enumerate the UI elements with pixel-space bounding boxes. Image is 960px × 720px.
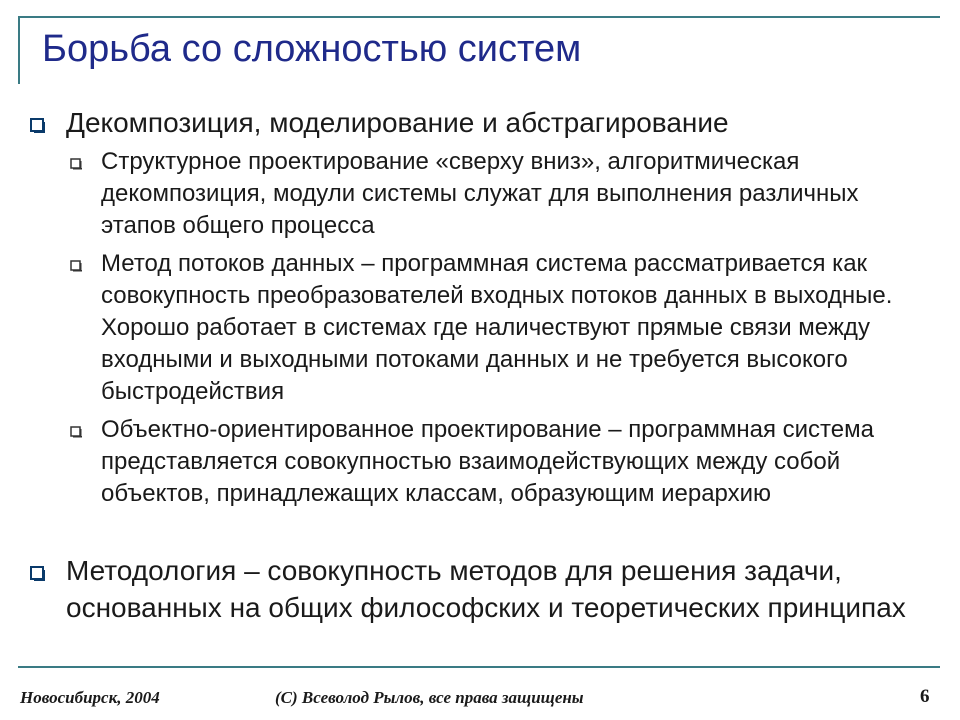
small-square-bullet-icon (70, 158, 84, 170)
square-bullet-icon (30, 118, 48, 134)
page-number: 6 (920, 686, 930, 707)
bullet-text-oop: Объектно-ориентированное проектирование – программная система представляется совокупностью взаимодействующих между собой объектов, принадлежащих классам, образующим иерархию (101, 416, 874, 507)
small-square-bullet-icon (70, 426, 84, 438)
bullet-text-structural-design: Структурное проектирование «сверху вниз», алгоритмическая декомпозиция, модули системы служат для выполнения различных этапов общего процесса (101, 148, 859, 239)
footer-divider (18, 666, 940, 668)
bullet-text-decomposition: Декомпозиция, моделирование и абстрагирование (66, 107, 729, 138)
small-square-bullet-icon (70, 260, 84, 272)
bullet-text-data-flow: Метод потоков данных – программная система рассматривается как совокупность преобразователей входных потоков данных в выходные. Хорошо работает в системах где наличествуют прямые связи между входными и выходными потоками данных и не требуется высокого быстродействия (101, 250, 893, 405)
bullet-text-methodology: Методология – совокупность методов для решения задачи, основанных на общих философских и теоретических принципах (66, 555, 906, 623)
square-bullet-icon (30, 566, 48, 582)
footer-location-year: Новосибирск, 2004 (20, 688, 160, 707)
footer-copyright: (C) Всеволод Рылов, все права защищены (275, 688, 584, 707)
frame-vertical-line (18, 16, 20, 84)
frame-top-line (18, 16, 940, 18)
slide-title: Борьба со сложностью систем (42, 28, 582, 70)
